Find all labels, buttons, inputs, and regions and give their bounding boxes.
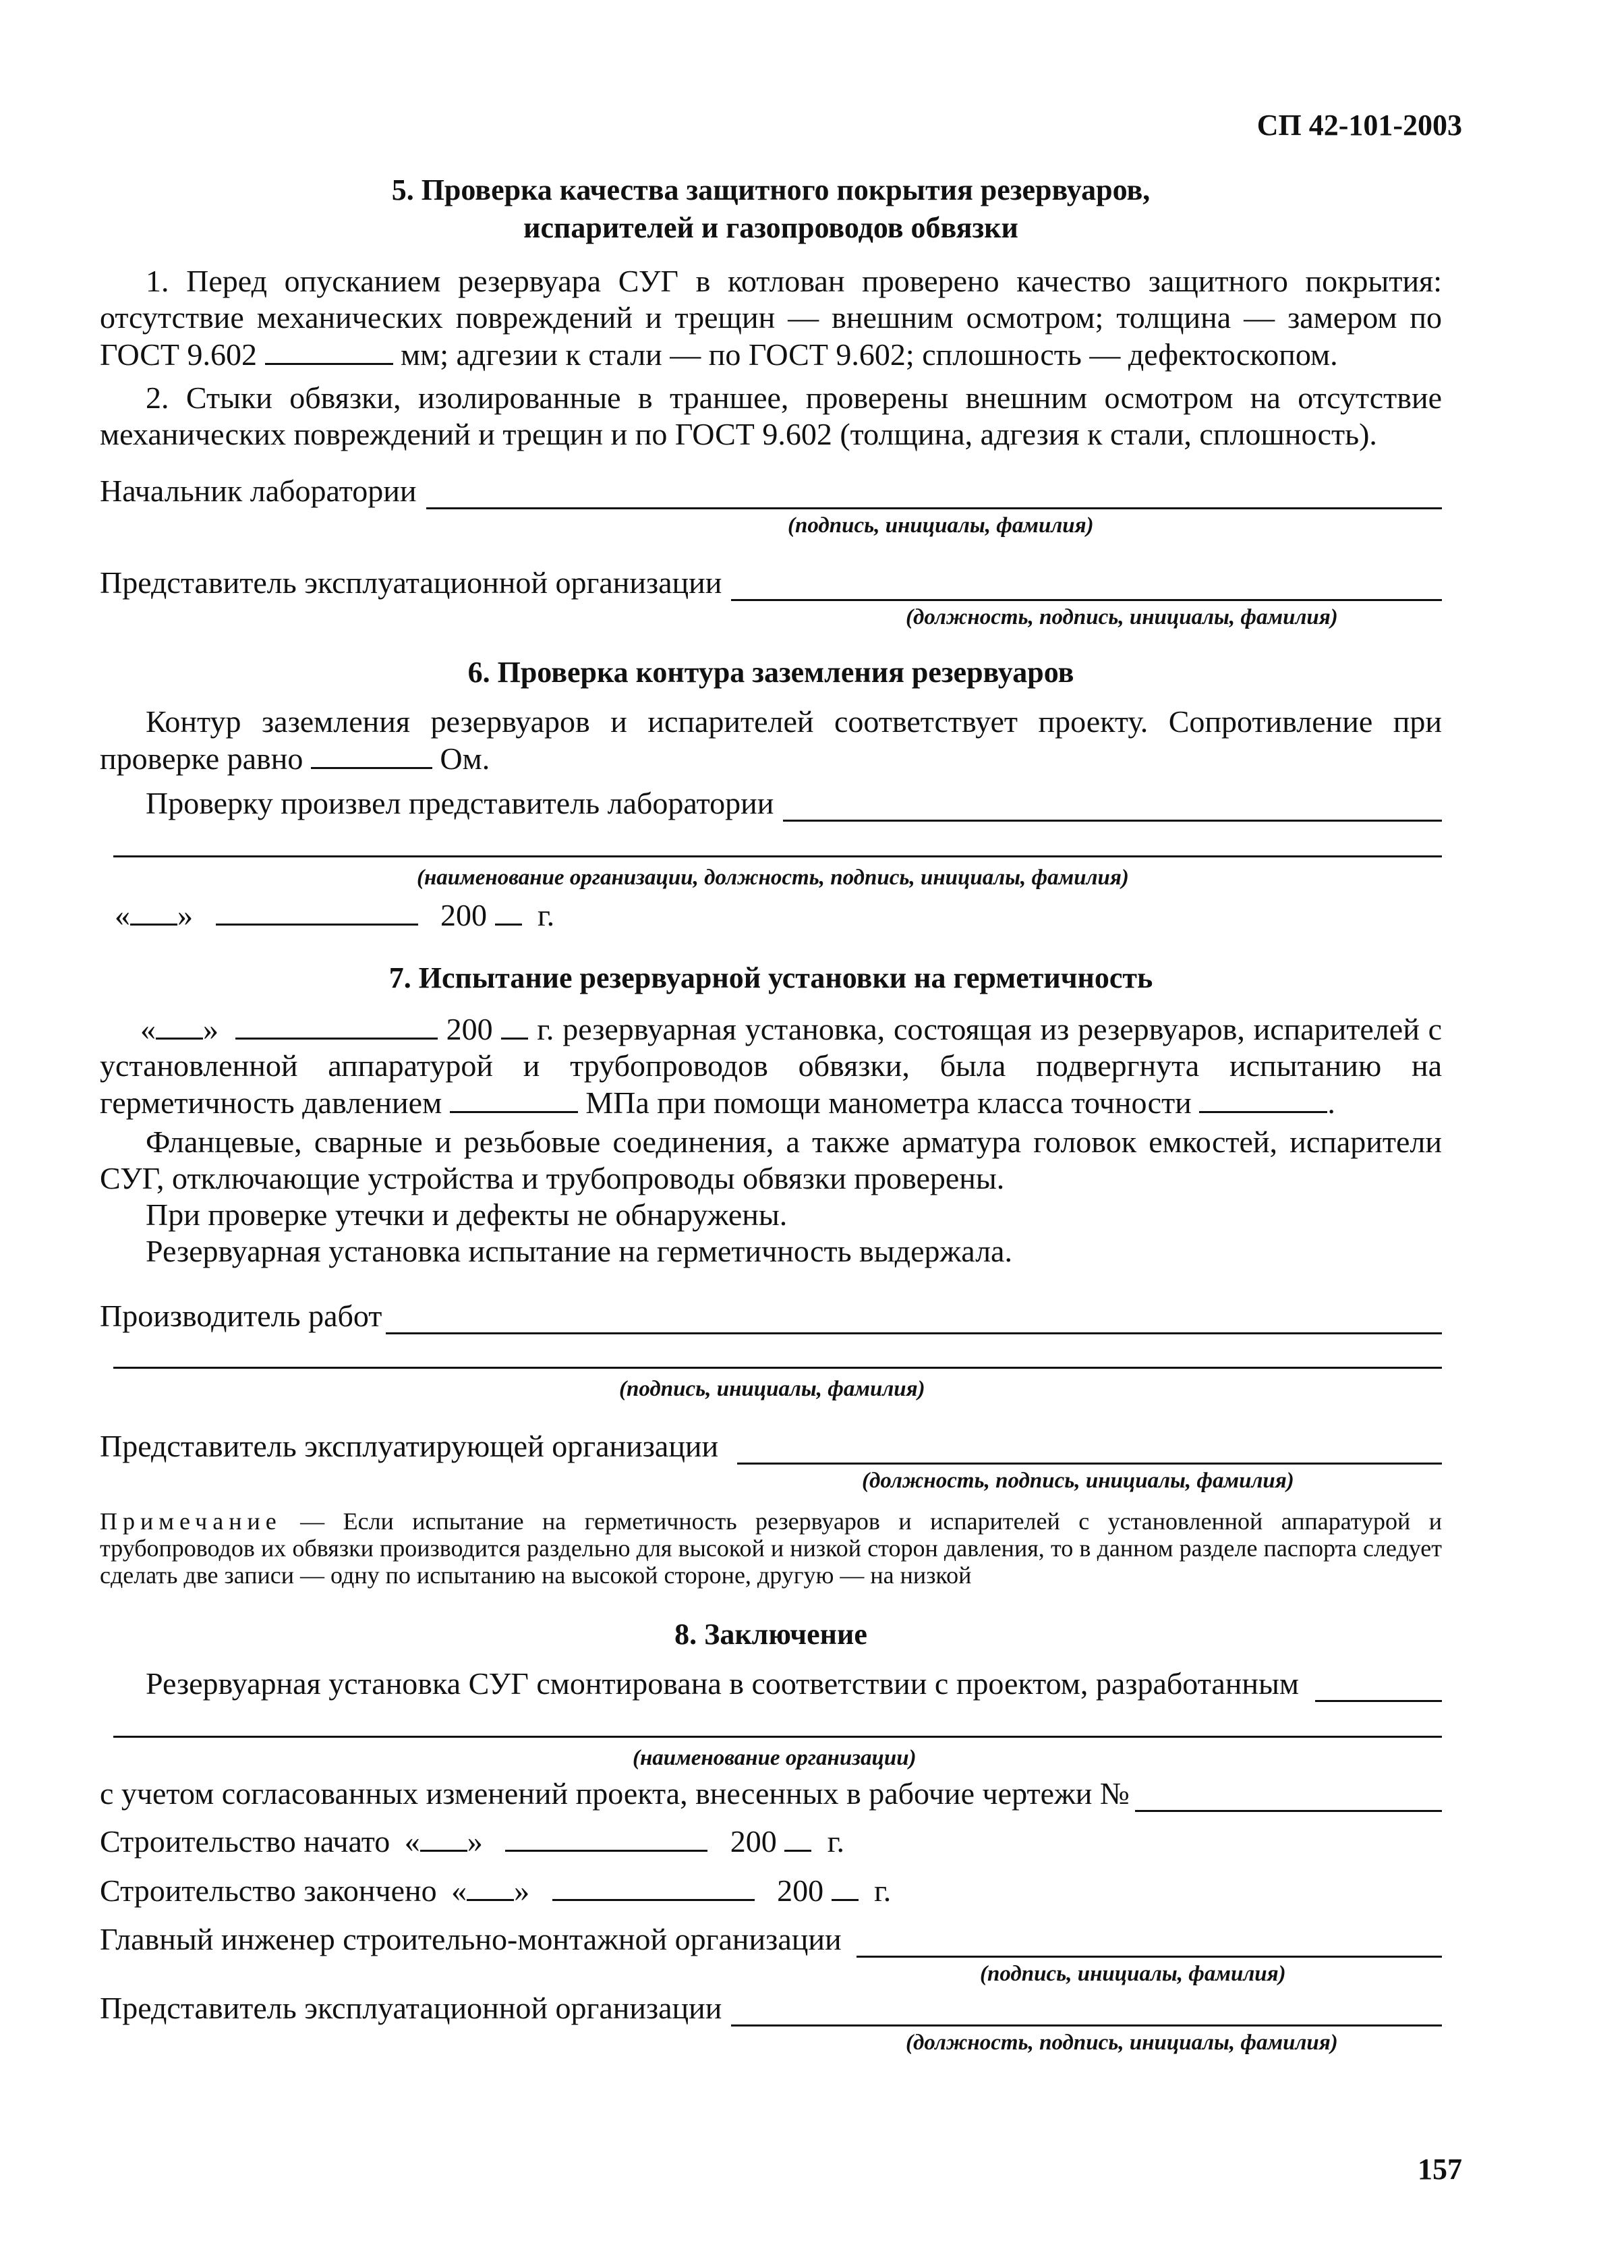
lab-rep-signature-line[interactable] <box>783 793 1442 822</box>
section-5-paragraph-1: 1. Перед опусканием резервуара СУГ в котлован проверено качество защитного покрытия: отсутствие механических повреждений и трещин — внешним осмотром; толщина — замером по ГОСТ 9.602 мм; адгезии к стали — по ГОСТ 9.602; сплошность — дефектоскопом. <box>100 264 1442 372</box>
lab-rep-extra-line[interactable] <box>113 849 1442 857</box>
construction-start-row: Строительство начато « » 200 г. <box>100 1824 844 1859</box>
chief-engineer-hint: (подпись, инициалы, фамилия) <box>980 1962 1286 1986</box>
chief-engineer-label: Главный инженер строительно-монтажной организации <box>100 1922 842 1956</box>
lab-head-hint: (подпись, инициалы, фамилия) <box>788 513 1094 538</box>
works-manager-hint: (подпись, инициалы, фамилия) <box>619 1377 925 1401</box>
document-content <box>100 169 1442 2056</box>
final-operator-signature-row <box>100 1990 1442 2026</box>
designer-org-extra-line[interactable] <box>113 1729 1442 1738</box>
lab-head-label: Начальник лаборатории <box>100 474 417 508</box>
works-manager-signature-row <box>100 1298 1442 1334</box>
section-6-day-blank[interactable] <box>130 897 177 926</box>
final-operator-signature-line[interactable] <box>731 1997 1442 2026</box>
section-6-year-blank[interactable] <box>495 897 522 926</box>
chief-engineer-signature-line[interactable] <box>857 1929 1442 1958</box>
operator-label: Представитель эксплуатационной организации <box>100 565 722 600</box>
end-month-blank[interactable] <box>552 1872 755 1901</box>
operating-rep-signature-line[interactable] <box>737 1436 1442 1465</box>
operating-rep-label: Представитель эксплуатирующей организации <box>100 1429 719 1463</box>
chief-engineer-signature-row <box>100 1921 1442 1958</box>
drawings-text: с учетом согласованных изменений проекта, внесенных в рабочие чертежи № <box>100 1776 1130 1811</box>
works-manager-signature-line[interactable] <box>386 1305 1442 1334</box>
lab-head-signature-row <box>100 473 1442 509</box>
final-operator-label: Представитель эксплуатационной организации <box>100 1991 722 2025</box>
section-7-paragraph-3: При проверке утечки и дефекты не обнаружены. <box>146 1197 788 1232</box>
page-number: 157 <box>1418 2153 1462 2186</box>
section-7-paragraph-4: Резервуарная установка испытание на герметичность выдержала. <box>146 1234 1012 1268</box>
document-code: СП 42-101-2003 <box>1256 109 1462 142</box>
section-7-year-blank[interactable] <box>501 1011 528 1040</box>
start-month-blank[interactable] <box>505 1823 707 1852</box>
operating-rep-hint: (должность, подпись, инициалы, фамилия) <box>862 1469 1294 1493</box>
section-5-title-line2: испарителей и газопроводов обвязки <box>523 211 1018 244</box>
end-year-blank[interactable] <box>832 1872 859 1901</box>
end-day-blank[interactable] <box>467 1872 514 1901</box>
section-7-title: 7. Испытание резервуарной установки на герметичность <box>388 961 1153 994</box>
resistance-blank[interactable] <box>311 740 432 769</box>
start-year-blank[interactable] <box>784 1823 811 1852</box>
section-7-month-blank[interactable] <box>235 1011 438 1040</box>
accuracy-class-blank[interactable] <box>1199 1084 1327 1113</box>
drawings-number-line[interactable] <box>1135 1783 1442 1812</box>
pressure-blank[interactable] <box>450 1084 578 1113</box>
works-manager-label: Производитель работ <box>100 1299 382 1333</box>
section-6-date-row: « » 200 г. <box>115 898 555 932</box>
operator-hint: (должность, подпись, инициалы, фамилия) <box>906 605 1338 629</box>
lab-rep-label: Проверку произвел представитель лаборатории <box>146 786 774 820</box>
lab-head-signature-line[interactable] <box>426 480 1442 509</box>
designer-org-hint: (наименование организации) <box>633 1746 917 1770</box>
section-7-day-blank[interactable] <box>156 1011 203 1040</box>
section-7-note <box>100 1508 1442 1589</box>
section-8-title: 8. Заключение <box>674 1618 867 1651</box>
final-operator-hint: (должность, подпись, инициалы, фамилия) <box>906 2031 1338 2055</box>
drawings-row <box>100 1776 1442 1812</box>
section-7-paragraph-2: Фланцевые, сварные и резьбовые соединения, а также арматура головок емкостей, испарители СУГ, отключающие устройства и трубопроводы обвязки проверены. <box>100 1125 1442 1195</box>
lab-rep-hint: (наименование организации, должность, подпись, инициалы, фамилия) <box>417 866 1129 890</box>
section-6-title: 6. Проверка контура заземления резервуаров <box>467 656 1074 689</box>
note-text: — Если испытание на герметичность резервуаров и испарителей с установленной аппаратурой и трубопроводов их обвязки производится раздельно для высокой и низкой сторон давления, то в данном разделе паспорта следует сделать две записи — одну по испытанию на высокой стороне, другую — на низкой <box>100 1508 1442 1589</box>
thickness-blank[interactable] <box>265 336 393 365</box>
operating-rep-signature-row <box>100 1428 1442 1465</box>
works-manager-extra-line[interactable] <box>113 1360 1442 1369</box>
section-5-title-line1: 5. Проверка качества защитного покрытия резервуаров, <box>391 173 1151 206</box>
section-6-month-blank[interactable] <box>216 897 418 926</box>
start-day-blank[interactable] <box>420 1823 467 1852</box>
operator-signature-line[interactable] <box>731 572 1442 601</box>
lab-rep-signature-row <box>100 785 1442 822</box>
operator-signature-row <box>100 565 1442 601</box>
note-label: Примечание <box>100 1508 282 1535</box>
section-6-paragraph: Контур заземления резервуаров и испарителей соответствует проекту. Сопротивление при проверке равно Ом. <box>100 704 1442 776</box>
section-5-paragraph-2: 2. Стыки обвязки, изолированные в траншее, проверены внешним осмотром на отсутствие механических повреждений и трещин и по ГОСТ 9.602 (толщина, адгезия к стали, сплошность). <box>100 380 1442 451</box>
section-7-paragraph-1: « » 200 г. резервуарная установка, состоящая из резервуаров, испарителей с установленной аппаратурой и трубопроводов обвязки, была подвергнута испытанию на герметичность давлением МПа при помощи манометра класса точности . <box>100 1012 1443 1120</box>
conclusion-row <box>100 1666 1442 1702</box>
construction-end-row: Строительство закончено « » 200 г. <box>100 1873 892 1908</box>
conclusion-text: Резервуарная установка СУГ смонтирована в соответствии с проектом, разработанным <box>146 1666 1300 1701</box>
designer-org-line[interactable] <box>1315 1673 1442 1702</box>
